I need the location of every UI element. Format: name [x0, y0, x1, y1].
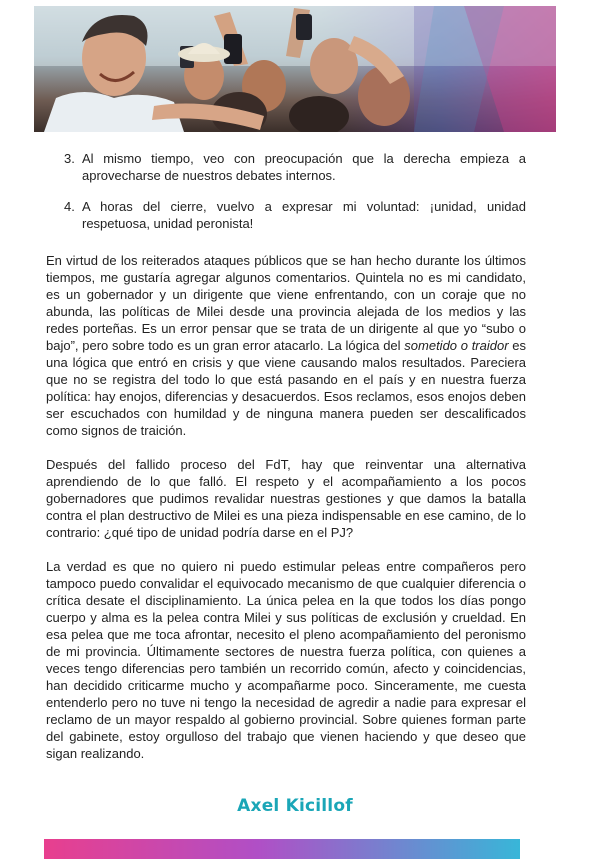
- paragraph-text: es una lógica que entró en crisis y que viene causando malos resultados. Pareciera que no se registra del todo lo que está pasando en el país y en nuestra fuerza política: hay enojos, diferencias y desacuerdos. Esos reclamos, esos enojos deben ser escuchados con humildad y de ninguna manera pueden ser descalificados como signos de traición.: [46, 338, 526, 438]
- paragraph-italic-phrase: sometido o traidor: [404, 338, 509, 353]
- paragraph-quintela: [46, 252, 526, 439]
- paragraph-unity: La verdad es que no quiero ni puedo estimular peleas entre compañeros pero tampoco puedo convalidar el equivocado mecanismo de que cualquier diferencia o crítica desate el disciplinamiento. La única pelea en la que todos los días pongo cuerpo y alma es la pelea contra Milei y sus políticas de exclusión y crueldad. En esa pelea que me toca afrontar, necesito el pleno acompañamiento del peronismo de mi provincia. Últimamente sectores de nuestra fuerza política, con quienes a veces tengo diferencias pero también un recorrido común, afecto y coincidencias, han decidido criticarme mucho y acompañarme poco. Sinceramente, me cuesta entenderlo pero no tuve ni tengo la necesidad de agredir a nadie para expresar el reclamo de un mayor respaldo al gobierno provincial. Sobre quienes forman parte del gabinete, estoy orgulloso del trabajo que vienen haciendo y que deseo que sigan realizando.: [46, 559, 526, 761]
- list-item-number: 4.: [64, 199, 75, 214]
- list-item-text: Al mismo tiempo, veo con preocupación que la derecha empieza a aprovecharse de nuestros debates internos.: [82, 151, 526, 183]
- numbered-list: [46, 150, 526, 232]
- paragraph-text: En virtud de los reiterados ataques públicos que se han hecho durante los últimos tiempos, me gustaría agregar algunos comentarios. Quintela no es mi candidato, es un gobernador y un dirigente que viene enfrentando, con un coraje que no abunda, las políticas de Milei desde una provincia alejada de los medios y las redes porteñas. Es un error pensar que se trata de un dirigente al que yo “subo o bajo”, pero sobre todo es un gran error atacarlo. La lógica del: [46, 253, 526, 353]
- header-photo: [34, 6, 556, 132]
- signature: Axel Kicillof: [237, 796, 353, 816]
- list-item-text: A horas del cierre, vuelvo a expresar mi voluntad: ¡unidad, unidad respetuosa, unidad peronista!: [82, 199, 526, 231]
- paragraph-fdt: Después del fallido proceso del FdT, hay que reinventar una alternativa aprendiendo de lo que falló. El respeto y el acompañamiento a los pocos gobernadores que pudimos revalidar nuestras gestiones y que damos la batalla contra el plan destructivo de Milei es una pieza indispensable en ese camino, de lo contrario: ¿qué tipo de unidad podría darse en el PJ?: [46, 457, 526, 540]
- letter-body: [46, 150, 526, 779]
- list-item-number: 3.: [64, 151, 75, 166]
- crowd-photo-illustration: [34, 6, 556, 132]
- footer-gradient-bar: [44, 839, 520, 859]
- list-item: [46, 150, 526, 184]
- list-item: [46, 198, 526, 232]
